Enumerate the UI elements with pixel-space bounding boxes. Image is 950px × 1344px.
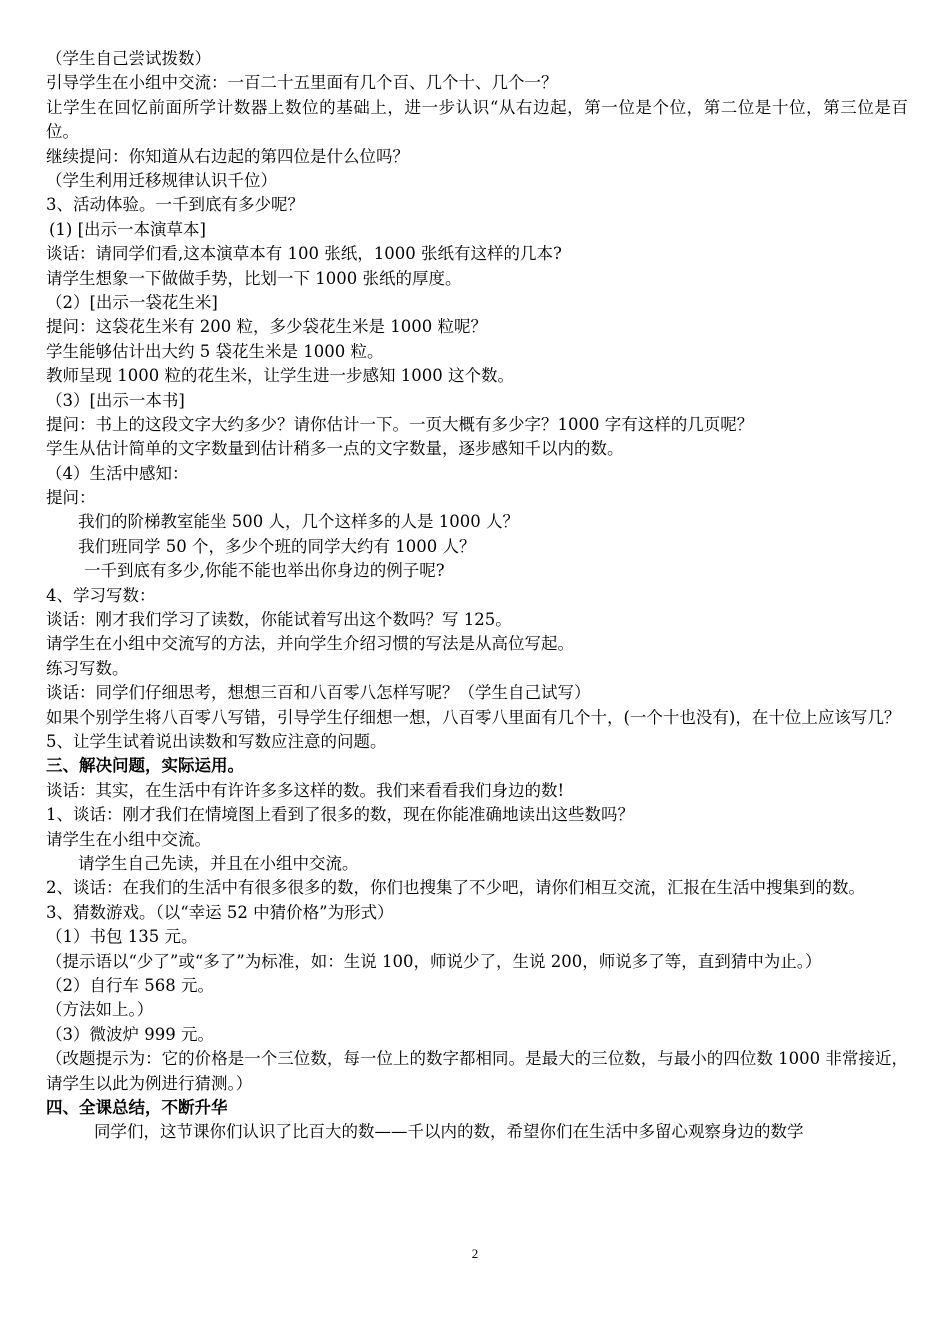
text-line: 请学生自己先读，并且在小组中交流。	[78, 853, 359, 873]
text-line: 谈话：请同学们看,这本演草本有 100 张纸，1000 张纸有这样的几本?	[46, 244, 562, 264]
text-line: 谈话：刚才我们学习了读数，你能试着写出这个数吗？写 125。	[46, 610, 512, 630]
text-line: 4、学习写数：	[46, 585, 156, 605]
text-line: (1) [出示一本演草本]	[49, 219, 206, 239]
text-line: （学生自己尝试拨数）	[46, 49, 211, 68]
text-line: （提示语以“少了”或“多了”为标准，如：生说 100，师说少了，生说 200，师说多了等，直到猜中为止。）	[46, 951, 822, 971]
text-line: 请学生在小组中交流写的方法，并向学生介绍习惯的写法是从高位写起。	[46, 634, 574, 654]
text-line: 练习写数。	[46, 658, 129, 678]
text-line: 2、谈话：在我们的生活中有很多很多的数，你们也搜集了不少吧，请你们相互交流，汇报在生活中搜集到的数。	[46, 878, 865, 898]
text-line: 同学们，这节课你们认识了比百大的数——千以内的数，希望你们在生活中多留心观察身边的数学	[94, 1122, 804, 1142]
text-line: （改题提示为：它的价格是一个三位数，每一位上的数字都相同。是最大的三位数，与最小的四位数 1000 非常接近，请学生以此为例进行猜测。）	[46, 1049, 908, 1093]
text-line: 5、让学生试着说出读数和写数应注意的问题。	[46, 731, 387, 751]
text-line: （方法如上。）	[46, 1000, 154, 1020]
text-line: 3、猜数游戏。（以“幸运 52 中猜价格”为形式）	[46, 902, 394, 922]
text-line: （4）生活中感知：	[46, 463, 189, 483]
text-line: 提问：	[46, 488, 96, 508]
text-line: 引导学生在小组中交流：一百二十五里面有几个百、几个十、几个一？	[46, 73, 558, 93]
text-line: 3、活动体验。一千到底有多少呢？	[46, 195, 304, 215]
text-line: （1）书包 135 元。	[46, 927, 198, 947]
text-line: 学生能够估计出大约 5 袋花生米是 1000 粒。	[46, 341, 384, 361]
text-line: （学生利用迁移规律认识千位）	[46, 170, 277, 190]
text-line: 让学生在回忆前面所学计数器上数位的基础上，进一步认识“从右边起，第一位是个位，第二位是十位，第三位是百位。	[46, 97, 908, 142]
text-line: 请学生在小组中交流。	[46, 829, 211, 849]
section-heading: 三、解决问题，实际运用。	[46, 756, 244, 776]
text-line: 谈话：其实，在生活中有许许多多这样的数。我们来看看我们身边的数!	[46, 780, 565, 800]
text-line: 谈话：同学们仔细思考，想想三百和八百零八怎样写呢？（学生自己试写）	[46, 683, 591, 703]
text-line: 一千到底有多少,你能不能也举出你身边的例子呢?	[84, 561, 445, 581]
document-body	[46, 47, 908, 1145]
text-line: 学生从估计简单的文字数量到估计稍多一点的文字数量，逐步感知千以内的数。	[46, 439, 624, 459]
text-line: （2）自行车 568 元。	[46, 975, 214, 995]
text-line: 如果个别学生将八百零八写错，引导学生仔细想一想，八百零八里面有几个十，(一个十也没有)，在十位上应该写几？	[46, 707, 901, 727]
text-line: 继续提问：你知道从右边起的第四位是什么位吗？	[46, 146, 409, 166]
text-line: 请学生想象一下做做手势，比划一下 1000 张纸的厚度。	[46, 268, 462, 288]
text-line: 我们班同学 50 个，多少个班的同学大约有 1000 人？	[78, 536, 476, 556]
text-line: （3）[出示一本书]	[46, 390, 185, 410]
text-line: 提问：书上的这段文字大约多少？请你估计一下。一页大概有多少字？1000 字有这样的几页呢？	[46, 414, 754, 434]
page-number: 2	[471, 1246, 479, 1261]
text-line: （2）[出示一袋花生米]	[46, 292, 218, 312]
text-line: 1、谈话：刚才我们在情境图上看到了很多的数，现在你能准确地读出这些数吗？	[46, 805, 634, 825]
text-line: 提问：这袋花生米有 200 粒，多少袋花生米是 1000 粒呢？	[46, 317, 487, 337]
text-line: 我们的阶梯教室能坐 500 人，几个这样多的人是 1000 人？	[78, 512, 519, 532]
text-line: （3）微波炉 999 元。	[46, 1024, 214, 1044]
section-heading: 四、全课总结，不断升华	[46, 1097, 228, 1117]
text-line: 教师呈现 1000 粒的花生米，让学生进一步感知 1000 这个数。	[46, 366, 514, 386]
